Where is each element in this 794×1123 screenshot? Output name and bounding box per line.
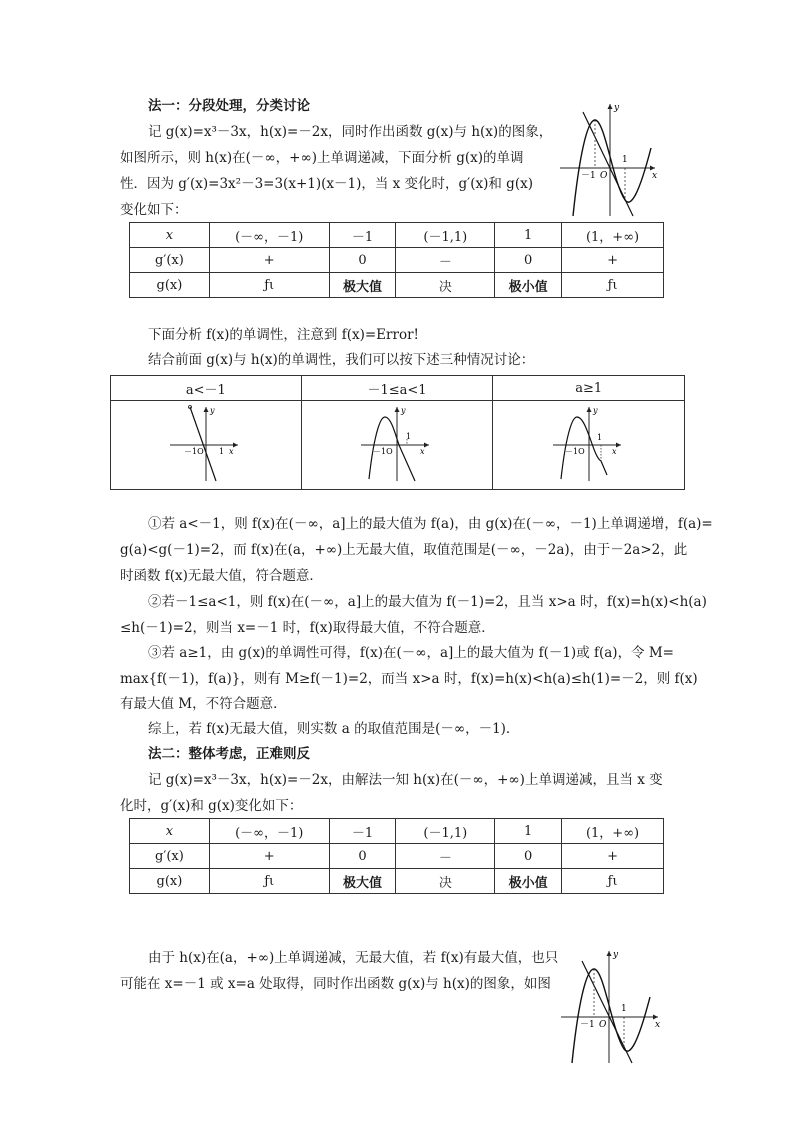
table-cell: ƒι	[562, 273, 664, 298]
discussion-line: ②若－1≤a<1，则 f(x)在(－∞，a]上的最大值为 f(－1)=2，且当 x>a 时，f(x)=h(x)<h(a)	[148, 594, 707, 610]
graph-g-h-figure	[555, 98, 665, 218]
y-axis-arrow	[394, 407, 399, 412]
table-cell: +	[209, 248, 329, 273]
one-label: 1	[622, 155, 628, 165]
one-label: 1	[596, 433, 602, 442]
x-axis-arrow	[233, 443, 238, 448]
analysis-line: 下面分析 f(x)的单调性，注意到 f(x)=Error!	[148, 327, 419, 343]
table-row	[130, 819, 664, 844]
discussion-line: 综上，若 f(x)无最大值，则实数 a 的取值范围是(－∞，－1)．	[148, 721, 520, 737]
x-label: x	[655, 1020, 661, 1030]
table-cell: (－1,1)	[396, 223, 495, 248]
method2-intro-line: 记 g(x)=x³－3x，h(x)=－2x，由解法一知 h(x)在(－∞，+∞)上单调递减，且当 x 变	[148, 772, 663, 788]
table-cell: 极大值	[329, 273, 396, 298]
table-cell: (－∞，－1)	[209, 819, 329, 844]
table-row	[130, 248, 664, 273]
variation-table	[129, 818, 664, 894]
y-axis-arrow	[586, 407, 591, 412]
x-axis-arrow	[653, 1015, 658, 1020]
variation-table	[129, 222, 664, 298]
table-row	[130, 273, 664, 298]
closing-line: 由于 h(x)在(a，+∞)上单调递减，无最大值，若 f(x)有最大值，也只	[148, 950, 559, 966]
case-graph-cell	[301, 401, 493, 490]
discussion-line: ≤h(－1)=2，则当 x=－1 时，f(x)取得最大值，不符合题意．	[120, 620, 495, 636]
neg-one-label: －1	[580, 1020, 595, 1030]
discussion-line: 时函数 f(x)无最大值，符合题意．	[120, 568, 323, 584]
origin-label: O	[600, 171, 608, 181]
table-cell: 极小值	[495, 273, 562, 298]
table-row	[130, 844, 664, 869]
table-cell: ƒι	[209, 273, 329, 298]
line-h	[399, 445, 415, 481]
y-axis-arrow	[203, 407, 208, 412]
table-cell: 0	[329, 248, 396, 273]
one-label: 1	[218, 447, 224, 456]
method2-heading: 法二：整体考虑，正难则反	[148, 746, 310, 762]
x-label: x	[611, 447, 617, 456]
method1-heading: 法一：分段处理，分类讨论	[148, 98, 310, 114]
table-cell: x	[130, 223, 210, 248]
table-header: －1≤a<1	[301, 376, 493, 401]
table-cell: +	[562, 248, 664, 273]
method1-intro-line: 变化如下：	[120, 202, 188, 218]
method1-intro-line: 性．因为 g′(x)=3x²－3=3(x+1)(x－1)，当 x 变化时，g′(x)和 g(x)	[120, 176, 533, 192]
neg-one-origin-label: －1O	[183, 447, 204, 456]
table-cell: 1	[495, 223, 562, 248]
curve-g	[572, 969, 650, 1063]
neg-one-origin-label: －1O	[564, 447, 585, 456]
graph-g-h-figure	[556, 945, 666, 1065]
neg-one-origin-label: －1O	[372, 447, 393, 456]
table-header: a≥1	[493, 376, 685, 401]
method1-intro-line: 如图所示，则 h(x)在(－∞，+∞)上单调递减，下面分析 g(x)的单调	[120, 150, 524, 166]
table-cell: (1，+∞)	[562, 819, 664, 844]
table-cell: －	[396, 844, 495, 869]
case-graph-cell	[493, 401, 685, 490]
cases-table	[110, 375, 685, 490]
table-cell: 0	[495, 248, 562, 273]
discussion-line: ①若 a<－1，则 f(x)在(－∞，a]上的最大值为 f(a)，由 g(x)在(－∞，－1)上单调递增，f(a)=	[148, 516, 713, 532]
table-cell: －	[396, 248, 495, 273]
table-cell: ƒι	[209, 869, 329, 894]
x-axis-arrow	[616, 443, 621, 448]
x-axis-arrow	[424, 443, 429, 448]
y-axis-arrow	[607, 951, 612, 956]
x-axis-arrow	[650, 166, 655, 171]
table-row	[111, 401, 685, 490]
case-graph	[357, 403, 437, 483]
discussion-line: ③若 a≥1，由 g(x)的单调性可得，f(x)在(－∞，a]上的最大值为 f(－1)或 f(a)，令 M=	[148, 645, 674, 661]
table-cell: (－1,1)	[396, 819, 495, 844]
table-row	[130, 869, 664, 894]
table-cell: (－∞，－1)	[209, 223, 329, 248]
y-label: y	[209, 406, 215, 415]
line-h	[601, 461, 607, 475]
y-axis-arrow	[608, 104, 613, 109]
table-cell: 1	[495, 819, 562, 844]
table-header: a<－1	[111, 376, 302, 401]
discussion-line: max{f(－1)，f(a)}，则有 M≥f(－1)=2，而当 x>a 时，f(x)=h(x)<h(a)≤h(1)=－2，则 f(x)	[120, 671, 698, 687]
y-label: y	[400, 406, 406, 415]
table-row	[130, 223, 664, 248]
one-label: 1	[621, 1004, 627, 1014]
table-cell: 0	[329, 844, 396, 869]
table-cell: g′(x)	[130, 844, 210, 869]
table-cell: 决	[396, 869, 495, 894]
table-cell: g(x)	[130, 869, 210, 894]
closing-line: 可能在 x=－1 或 x=a 处取得，同时作出函数 g(x)与 h(x)的图象，如图	[120, 976, 551, 992]
table-cell: g(x)	[130, 273, 210, 298]
method2-intro-line: 化时，g′(x)和 g(x)变化如下：	[120, 798, 303, 814]
table-row	[111, 376, 685, 401]
analysis-line: 结合前面 g(x)与 h(x)的单调性，我们可以按下述三种情况讨论：	[148, 352, 535, 368]
table-cell: (1，+∞)	[562, 223, 664, 248]
table-cell: 极小值	[495, 869, 562, 894]
x-label: x	[419, 447, 425, 456]
one-label: 1	[405, 432, 412, 441]
case-graph	[549, 403, 629, 483]
x-label: x	[652, 171, 658, 181]
case-graph-cell	[111, 401, 302, 490]
table-cell: ƒι	[562, 869, 664, 894]
case-graph	[166, 403, 246, 483]
discussion-line: g(a)<g(－1)=2，而 f(x)在(a，+∞)上无最大值，取值范围是(－∞，－2a)，由于－2a>2，此	[120, 542, 688, 558]
table-cell: +	[209, 844, 329, 869]
y-label: y	[592, 406, 598, 415]
table-cell: 决	[396, 273, 495, 298]
x-label: x	[228, 447, 234, 456]
y-label: y	[613, 950, 619, 960]
neg-one-label: －1	[581, 171, 596, 181]
y-label: y	[614, 103, 620, 113]
method1-intro-line: 记 g(x)=x³－3x，h(x)=－2x，同时作出函数 g(x)与 h(x)的图象，	[148, 124, 553, 140]
table-cell: +	[562, 844, 664, 869]
table-cell: －1	[329, 223, 396, 248]
table-cell: 极大值	[329, 869, 396, 894]
table-cell: 0	[495, 844, 562, 869]
table-cell: g′(x)	[130, 248, 210, 273]
line-h	[190, 407, 216, 481]
table-cell: －1	[329, 819, 396, 844]
table-cell: x	[130, 819, 210, 844]
origin-label: O	[599, 1020, 607, 1030]
discussion-line: 有最大值 M，不符合题意．	[120, 696, 287, 712]
